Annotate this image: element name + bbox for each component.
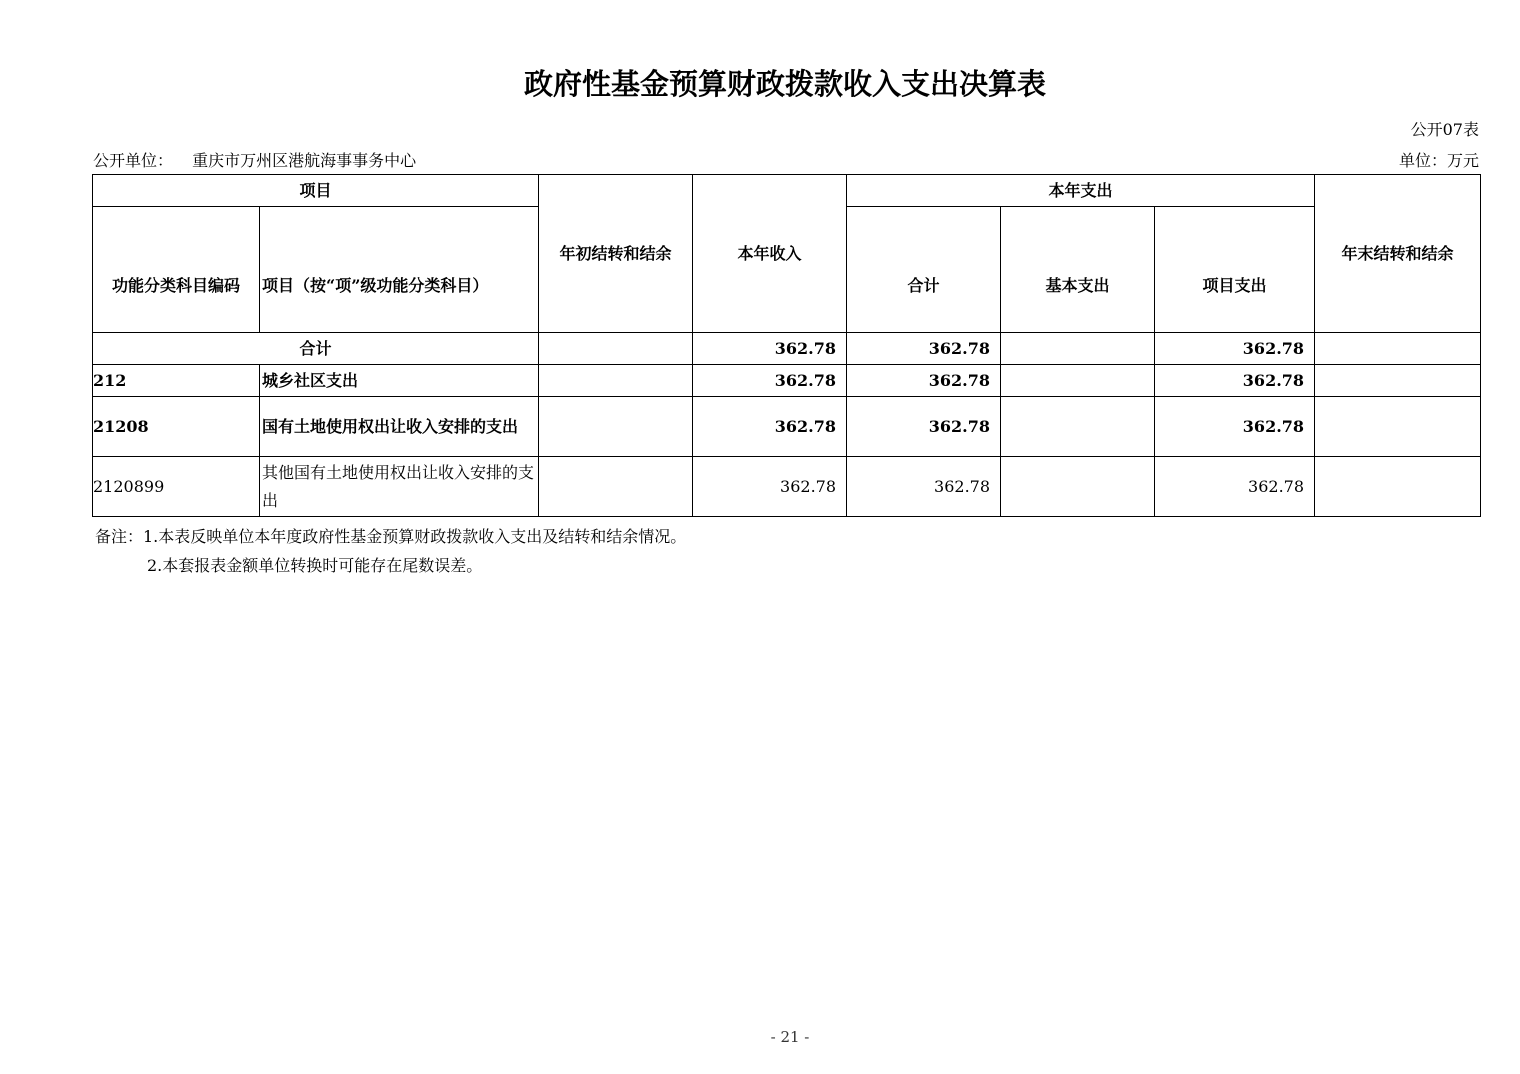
cell-income: 362.78 <box>693 397 847 457</box>
row-name: 城乡社区支出 <box>260 365 539 397</box>
notes <box>95 522 686 580</box>
cell-total: 362.78 <box>847 365 1001 397</box>
currency-unit: 单位：万元 <box>1398 151 1479 170</box>
cell-total: 362.78 <box>847 457 1001 517</box>
cell-income: 362.78 <box>693 333 847 365</box>
cell-closing <box>1315 365 1481 397</box>
header-code: 功能分类科目编码 <box>93 207 260 333</box>
header-project-expense: 项目支出 <box>1155 207 1315 333</box>
row-code: 21208 <box>93 397 260 457</box>
page-number: - 21 - <box>770 1028 810 1046</box>
row-name: 其他国有土地使用权出让收入安排的支出 <box>260 457 539 517</box>
cell-closing <box>1315 397 1481 457</box>
header-expense-group: 本年支出 <box>847 175 1315 207</box>
cell-opening <box>539 333 693 365</box>
reporting-unit-label: 公开单位： <box>93 151 174 170</box>
row-code: 2120899 <box>93 457 260 517</box>
row-code: 212 <box>93 365 260 397</box>
header-closing-balance: 年末结转和结余 <box>1315 175 1481 333</box>
cell-opening <box>539 365 693 397</box>
cell-total: 362.78 <box>847 333 1001 365</box>
row-name: 国有土地使用权出让收入安排的支出 <box>260 397 539 457</box>
form-number: 公开07表 <box>1410 120 1479 139</box>
reporting-unit <box>93 148 416 171</box>
cell-basic <box>1001 457 1155 517</box>
cell-basic <box>1001 333 1155 365</box>
header-opening-balance: 年初结转和结余 <box>539 175 693 333</box>
table-row <box>93 457 1481 517</box>
cell-basic <box>1001 397 1155 457</box>
page-title: 政府性基金预算财政拨款收入支出决算表 <box>523 67 1046 101</box>
row-code: 合计 <box>93 333 539 365</box>
cell-income: 362.78 <box>693 457 847 517</box>
cell-closing <box>1315 457 1481 517</box>
cell-project: 362.78 <box>1155 457 1315 517</box>
header-basic-expense: 基本支出 <box>1001 207 1155 333</box>
cell-project: 362.78 <box>1155 397 1315 457</box>
table-row <box>93 397 1481 457</box>
cell-closing <box>1315 333 1481 365</box>
cell-opening <box>539 397 693 457</box>
note-line: 2.本套报表金额单位转换时可能存在尾数误差。 <box>147 556 483 575</box>
header-item: 项目（按“项”级功能分类科目） <box>260 207 539 333</box>
cell-total: 362.78 <box>847 397 1001 457</box>
cell-project: 362.78 <box>1155 365 1315 397</box>
header-expense-total: 合计 <box>847 207 1001 333</box>
table-row <box>93 333 1481 365</box>
cell-opening <box>539 457 693 517</box>
cell-income: 362.78 <box>693 365 847 397</box>
budget-table <box>92 174 1481 517</box>
table-row <box>93 365 1481 397</box>
cell-basic <box>1001 365 1155 397</box>
header-project: 项目 <box>93 175 539 207</box>
note-line: 备注：1.本表反映单位本年度政府性基金预算财政拨款收入支出及结转和结余情况。 <box>95 527 687 546</box>
cell-project: 362.78 <box>1155 333 1315 365</box>
header-income: 本年收入 <box>693 175 847 333</box>
reporting-unit-name: 重庆市万州区港航海事事务中心 <box>192 151 417 170</box>
